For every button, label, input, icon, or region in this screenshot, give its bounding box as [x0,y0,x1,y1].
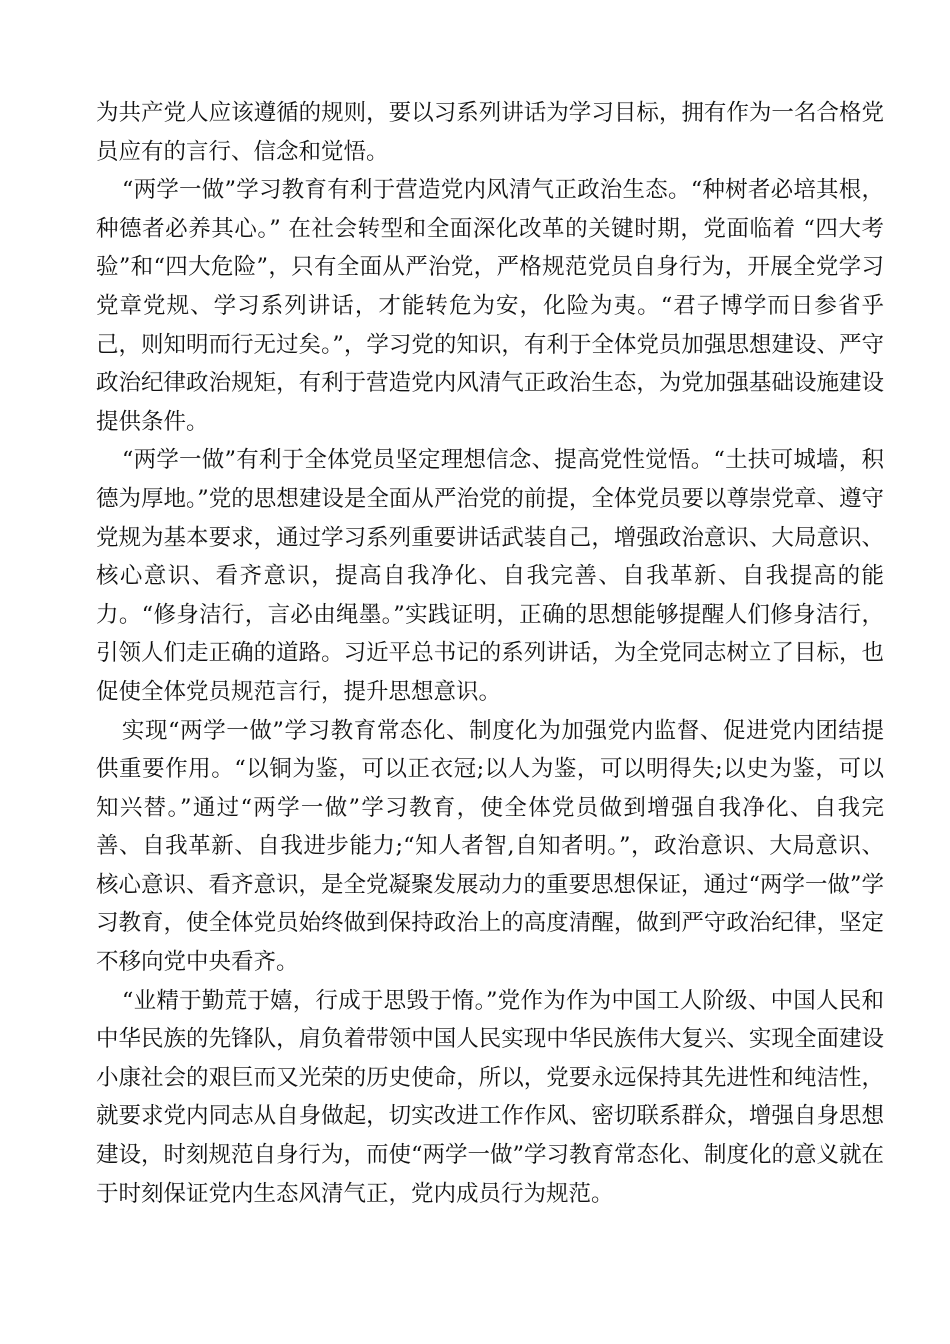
paragraph-4: 实现“两学一做”学习教育常态化、制度化为加强党内监督、促进党内团结提供重要作用。“以铜为鉴，可以正衣冠;以人为鉴，可以明得失;以史为鉴，可以知兴替。”通过“两学一做”学习教育，使全体党员做到增强自我净化、自我完善、自我革新、自我进步能力;“知人者智,自知者明。”，政治意识、大局意识、核心意识、看齐意识，是全党凝聚发展动力的重要思想保证，通过“两学一做”学习教育，使全体党员始终做到保持政治上的高度清醒，做到严守政治纪律，坚定不移向党中央看齐。 [96,717,885,976]
paragraph-5: “业精于勤荒于嬉，行成于思毁于惰。”党作为作为中国工人阶级、中国人民和中华民族的先锋队，肩负着带领中国人民实现中华民族伟大复兴、实现全面建设小康社会的艰巨而又光荣的历史使命，所以，党要永远保持其先进性和纯洁性，就要求党内同志从自身做起，切实改进工作作风、密切联系群众，增强自身思想建设，时刻规范自身行为，而使“两学一做”学习教育常态化、制度化的意义就在于时刻保证党内生态风清气正，党内成员行为规范。 [96,987,885,1207]
paragraph-1: 为共产党人应该遵循的规则，要以习系列讲话为学习目标，拥有作为一名合格党员应有的言行、信念和觉悟。 [96,100,884,165]
paragraph-3: “两学一做”有利于全体党员坚定理想信念、提高党性觉悟。“土扶可城墙，积德为厚地。”党的思想建设是全面从严治党的前提，全体党员要以尊崇党章、遵守党规为基本要求，通过学习系列重要讲话武装自己，增强政治意识、大局意识、核心意识、看齐意识，提高自我净化、自我完善、自我革新、自我提高的能力。“修身洁行，言必由绳墨。”实践证明，正确的思想能够提醒人们修身洁行，引领人们走正确的道路。习近平总书记的系列讲话，为全党同志树立了目标，也促使全体党员规范言行，提升思想意识。 [96,447,884,705]
document-body [96,94,884,1213]
paragraph-2: “两学一做”学习教育有利于营造党内风清气正政治生态。“种树者必培其根，种德者必养其心。” 在社会转型和全面深化改革的关键时期，党面临着 “四大考验”和“四大危险”，只有全面从严治党，严格规范党员自身行为，开展全党学习党章党规、学习系列讲话，才能转危为安，化险为夷。“君子博学而日参省乎己，则知明而行无过矣。”，学习党的知识，有利于全体党员加强思想建设、严守政治纪律政治规矩，有利于营造党内风清气正政治生态，为党加强基础设施建设提供条件。 [96,177,884,435]
